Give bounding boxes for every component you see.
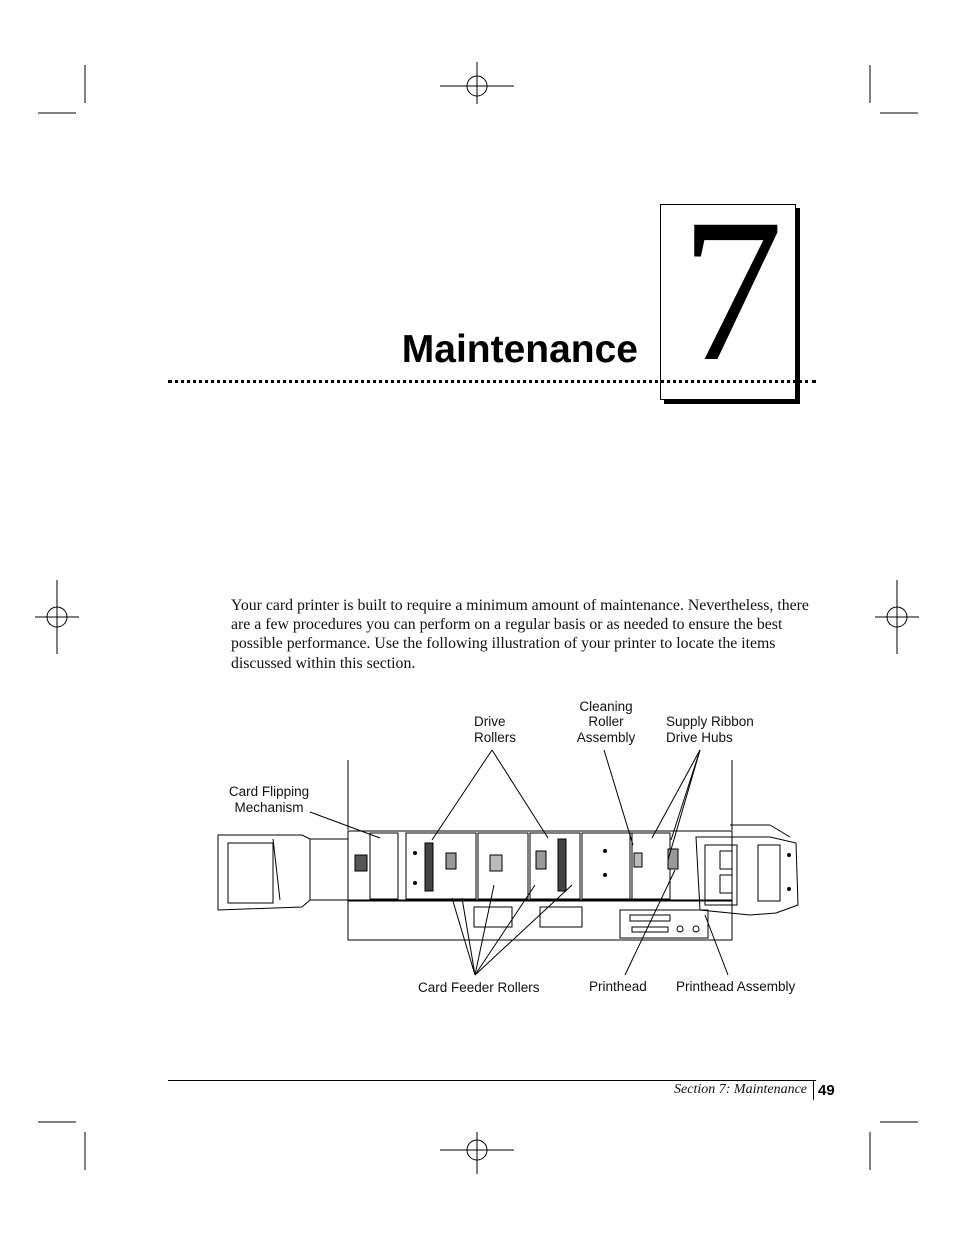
chapter-title: Maintenance bbox=[401, 328, 638, 371]
footer-section-title: Section 7: Maintenance bbox=[674, 1082, 807, 1097]
label-supply-ribbon-line2: Drive Hubs bbox=[666, 730, 733, 745]
label-card-flipping-line1: Card Flipping bbox=[228, 784, 310, 799]
label-card-flipping-line2: Mechanism bbox=[234, 800, 304, 815]
label-supply-ribbon-line1: Supply Ribbon bbox=[666, 714, 754, 729]
chapter-number: 7 bbox=[680, 177, 784, 404]
label-cleaning-roller-line2: Roller bbox=[588, 714, 624, 729]
page-number: 49 bbox=[818, 1082, 835, 1099]
intro-paragraph: Your card printer is built to require a minimum amount of maintenance. Nevertheless, there are a few procedures you can perform on a regular basis or as needed to ensure the best possible performance. Use the following illustration of your printer to locate the items discussed within this section. bbox=[231, 597, 809, 672]
label-drive-rollers-line2: Rollers bbox=[474, 730, 517, 745]
label-card-feeder-rollers: Card Feeder Rollers bbox=[418, 980, 540, 995]
label-printhead: Printhead bbox=[589, 979, 647, 994]
label-cleaning-roller-line1: Cleaning bbox=[579, 699, 633, 714]
label-drive-rollers-line1: Drive bbox=[474, 714, 506, 729]
label-cleaning-roller-line3: Assembly bbox=[576, 730, 636, 745]
label-printhead-assembly: Printhead Assembly bbox=[676, 979, 796, 994]
footer-separator bbox=[813, 1080, 814, 1100]
footer-rule bbox=[168, 1080, 816, 1081]
